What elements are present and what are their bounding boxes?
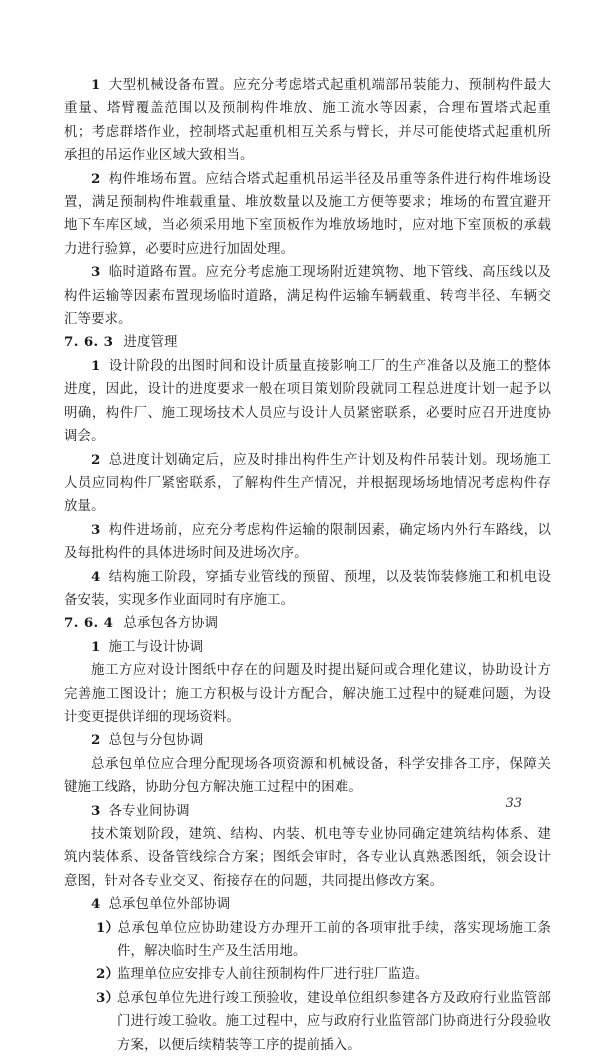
paragraph-temporary-roads — [64, 261, 551, 331]
subsection-title: 总包与分包协调 — [108, 733, 204, 749]
paragraph-text: 构件进场前，应充分考虑构件运输的限制因素，确定场内外行车路线，以及每批构件的具体进场时间及进场次序。 — [64, 522, 551, 562]
list-item-text: 总承包单位先进行竣工预验收，建设单位组织参建各方及政府行业监管部门进行竣工验收。施工过程中，应与政府行业监管部门协商进行分段验收方案，以便后续精装等工序的提前插入。 — [117, 990, 551, 1053]
item-number: 2 — [91, 451, 101, 468]
paragraph-text: 设计阶段的出图时间和设计质量直接影响工厂的生产准备以及施工的整体进度，因此，设计的进度要求一般在项目策划阶段就同工程总进度计划一起予以明确，构件厂、施工现场技术人员应与设计人员紧密联系，必要时应召开进度协调会。 — [64, 358, 551, 445]
paragraph-text: 施工方应对设计图纸中存在的问题及时提出疑问或合理化建议，协助设计方完善施工图设计；施工方积极与设计方配合，解决施工过程中的疑难问题，为设计变更提供详细的现场资料。 — [64, 663, 551, 725]
section-title: 进度管理 — [123, 335, 178, 351]
item-number: 3 — [91, 802, 101, 819]
subsection-heading-external — [64, 893, 551, 916]
paragraph-text: 结构施工阶段，穿插专业管线的预留、预埋，以及装饰装修施工和机电设备安装，实现多作业面同时有序施工。 — [64, 569, 551, 608]
item-number: 1 — [91, 638, 101, 655]
list-item-number: 3） — [96, 989, 120, 1006]
schedule-item — [64, 519, 551, 566]
item-number: 2 — [91, 732, 101, 749]
section-heading-schedule — [64, 331, 551, 354]
schedule-item — [64, 355, 551, 449]
paragraph-design-coordination — [64, 659, 551, 729]
item-number: 3 — [91, 264, 101, 281]
paragraph-text: 大型机械设备布置。应充分考虑塔式起重机端部吊装能力、预制构件最大重量、塔臂覆盖范围以及预制构件堆放、施工流水等因素，合理布置塔式起重机；考虑群塔作业，控制塔式起重机相互关系与臂长，并尽可能使塔式起重机所承担的吊运作业区域大致相当。 — [64, 78, 551, 164]
list-item — [64, 963, 551, 986]
subsection-heading-design — [64, 636, 551, 659]
paragraph-subcontract-coordination — [64, 753, 551, 800]
paragraph-text: 临时道路布置。应充分考虑施工现场附近建筑物、地下管线、高压线以及构件运输等因素布置现场临时道路，满足构件运输车辆载重、转弯半径、车辆交汇等要求。 — [64, 265, 551, 328]
paragraph-storage-yard — [64, 168, 551, 262]
subsection-heading-subcontract — [64, 729, 551, 752]
subsection-title: 总承包单位外部协调 — [108, 897, 231, 913]
subsection-title: 施工与设计协调 — [108, 639, 204, 655]
list-item — [64, 987, 551, 1057]
schedule-item — [64, 566, 551, 613]
item-number: 1 — [91, 77, 101, 93]
schedule-item — [64, 449, 551, 519]
section-title: 总承包各方协调 — [123, 616, 219, 632]
paragraph-discipline-coordination — [64, 823, 551, 893]
item-number: 1 — [91, 357, 101, 374]
page-number: 33 — [505, 796, 522, 811]
paragraph-text: 构件堆场布置。应结合塔式起重机吊运半径及吊重等条件进行构件堆场设置，满足预制构件堆载重量、堆放数量以及施工方便等要求；堆场的布置宜避开地下车库区域，当必须采用地下室顶板作为堆放场地时，应对地下室顶板的承载力进行验算，必要时应进行加固处理。 — [64, 171, 551, 257]
paragraph-text: 技术策划阶段，建筑、结构、内装、机电等专业协同确定建筑结构体系、建筑内装体系、设备管线综合方案；图纸会审时，各专业认真熟悉图纸，领会设计意图，针对各专业交叉、衔接存在的问题，共同提出修改方案。 — [64, 827, 551, 889]
list-item-number: 1） — [96, 919, 120, 936]
section-number: 7. 6. 4 — [64, 615, 114, 632]
list-item-number: 2） — [96, 966, 120, 983]
subsection-heading-disciplines — [64, 800, 551, 823]
list-item — [64, 917, 551, 964]
subsection-title: 各专业间协调 — [108, 803, 190, 819]
paragraph-text: 总进度计划确定后，应及时排出构件生产计划及构件吊装计划。现场施工人员应同构件厂紧密联系，了解构件生产情况，并根据现场场地情况考虑构件存放量。 — [64, 452, 551, 515]
item-number: 2 — [91, 170, 101, 187]
item-number: 3 — [91, 521, 101, 538]
item-number: 4 — [91, 568, 101, 585]
paragraph-large-machinery — [64, 74, 551, 168]
list-item-text: 监理单位应安排专人前往预制构件厂进行驻厂监造。 — [117, 967, 429, 983]
paragraph-text: 总承包单位应合理分配现场各项资源和机械设备，科学安排各工序，保障关键施工线路，协助分包方解决施工过程中的困难。 — [64, 756, 551, 796]
list-item-text: 总承包单位应协助建设方办理开工前的各项审批手续，落实现场施工条件，解决临时生产及生活用地。 — [117, 920, 551, 960]
document-body — [64, 74, 551, 1057]
section-number: 7. 6. 3 — [64, 334, 114, 351]
section-heading-coordination — [64, 612, 551, 635]
item-number: 4 — [91, 896, 101, 913]
